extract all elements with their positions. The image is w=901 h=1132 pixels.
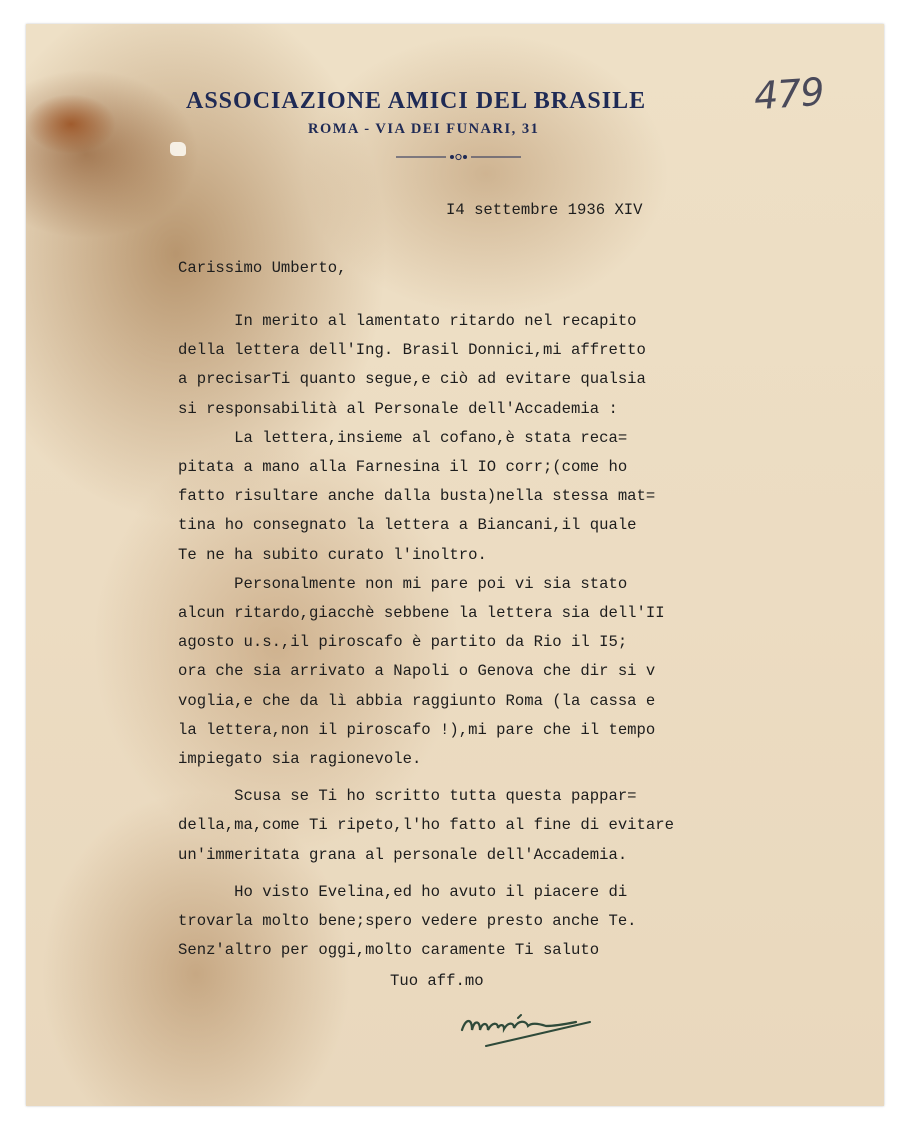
signature xyxy=(456,996,596,1052)
letter-date: I4 settembre 1936 XIV xyxy=(446,201,643,219)
body-line: alcun ritardo,giacchè sebbene la lettera sia dell'II xyxy=(178,604,665,622)
archive-number: 479 xyxy=(752,69,825,119)
body-line: a precisarTi quanto segue,e ciò ad evitare qualsia xyxy=(178,370,646,389)
letter-page xyxy=(26,24,884,1106)
body-line: Senz'altro per oggi,molto caramente Ti saluto xyxy=(178,941,600,960)
body-line: ora che sia arrivato a Napoli o Genova che dir si v xyxy=(178,662,656,681)
stain-mark xyxy=(26,94,116,154)
body-line: fatto risultare anche dalla busta)nella stessa mat= xyxy=(178,487,656,506)
body-line: Te ne ha subito curato l'inoltro. xyxy=(178,545,487,564)
body-line: agosto u.s.,il piroscafo è partito da Rio il I5; xyxy=(178,633,628,652)
letterhead-organization: ASSOCIAZIONE AMICI DEL BRASILE xyxy=(186,88,647,114)
body-line: La lettera,insieme al cofano,è stata reca= xyxy=(178,428,628,447)
body-line: In merito al lamentato ritardo nel recapito xyxy=(178,312,637,330)
body-line: si responsabilità al Personale dell'Accademia : xyxy=(178,399,618,418)
body-line: Scusa se Ti ho scritto tutta questa pappar= xyxy=(178,787,637,806)
body-line: Ho visto Evelina,ed ho avuto il piacere di xyxy=(178,882,628,901)
body-line: della lettera dell'Ing. Brasil Donnici,mi affretto xyxy=(178,341,646,360)
body-line: voglia,e che da lì abbia raggiunto Roma (la cassa e xyxy=(178,691,656,710)
body-line: Personalmente non mi pare poi vi sia stato xyxy=(178,574,628,593)
body-line: trovarla molto bene;spero vedere presto anche Te. xyxy=(178,912,637,930)
letterhead-address: ROMA - VIA DEI FUNARI, 31 xyxy=(308,121,540,137)
body-line: pitata a mano alla Farnesina il IO corr;(come ho xyxy=(178,458,628,476)
letterhead-ornament xyxy=(396,152,521,162)
salutation: Carissimo Umberto, xyxy=(178,259,347,277)
body-line: tina ho consegnato la lettera a Biancani,il quale xyxy=(178,516,637,535)
body-line: della,ma,come Ti ripeto,l'ho fatto al fine di evitare xyxy=(178,816,674,835)
closing: Tuo aff.mo xyxy=(390,972,484,990)
body-line: la lettera,non il piroscafo !),mi pare che il tempo xyxy=(178,720,656,739)
paper-chip xyxy=(170,142,186,156)
body-line: impiegato sia ragionevole. xyxy=(178,750,422,768)
body-line: un'immeritata grana al personale dell'Accademia. xyxy=(178,845,628,864)
